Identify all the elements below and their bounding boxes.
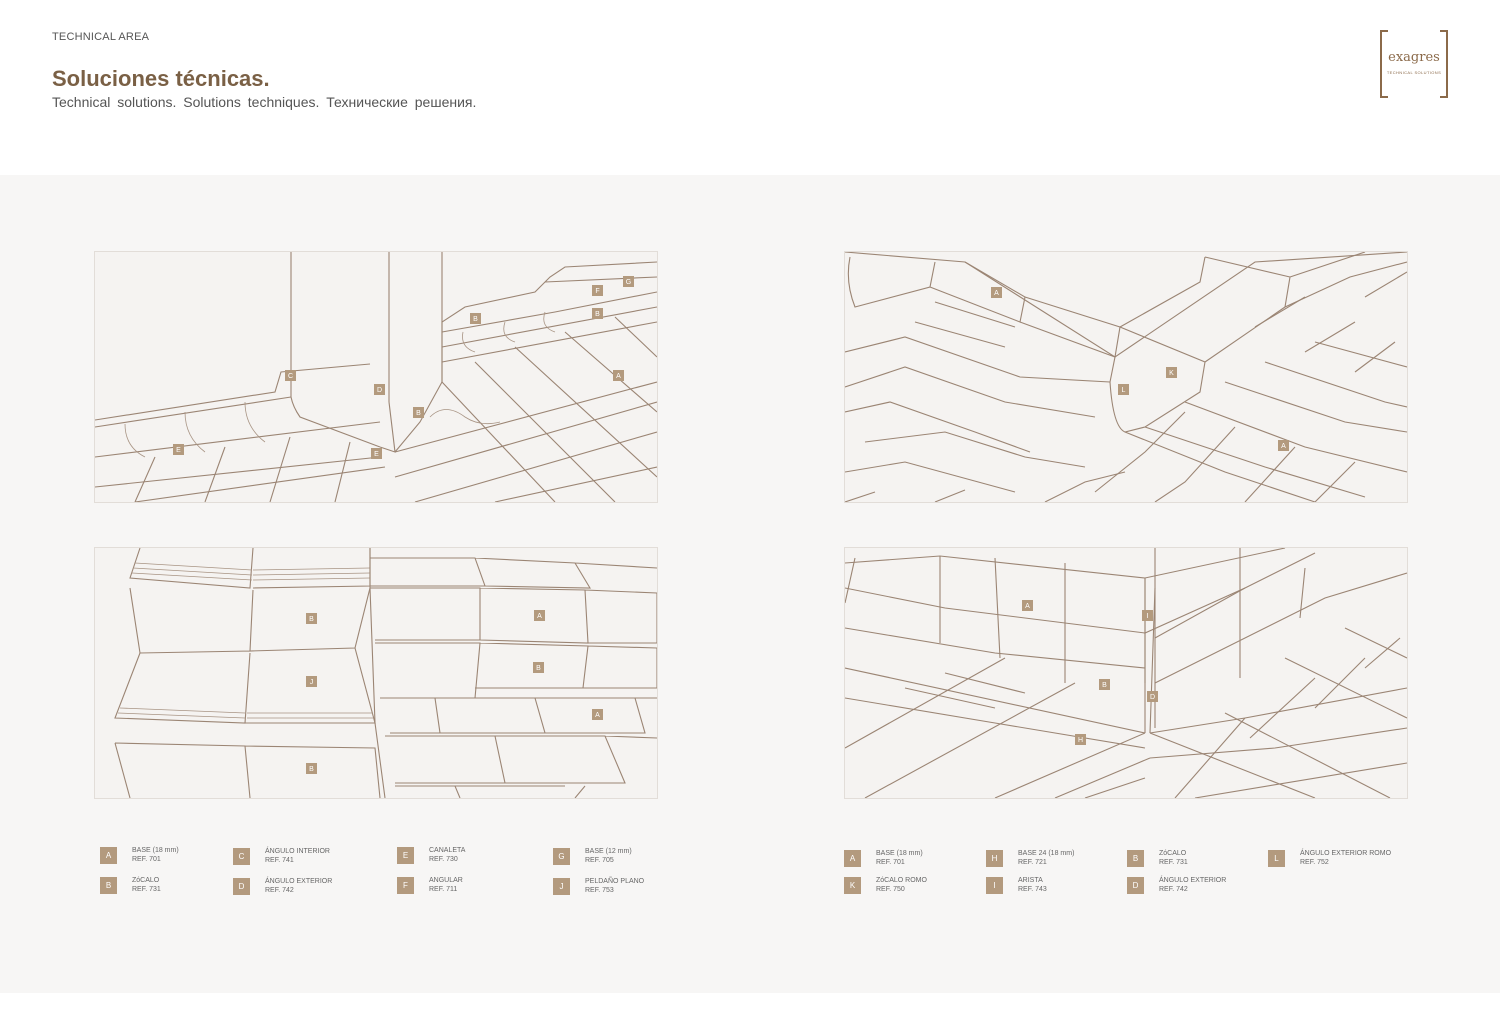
page-subtitle: Technical solutions. Solutions techniques. Технические решения. bbox=[52, 94, 477, 110]
legend-ref: REF. 753 bbox=[585, 887, 614, 894]
diagram-steps-drawing bbox=[95, 548, 657, 798]
tag-h-label: H bbox=[1077, 737, 1084, 744]
logo-wordmark: exagres bbox=[1388, 50, 1440, 65]
tag-a-label: A bbox=[1025, 603, 1030, 610]
legend-item bbox=[233, 848, 383, 868]
tag-b-1-label: B bbox=[473, 316, 478, 323]
tag-e-1-label: E bbox=[176, 447, 181, 454]
tag-j-label: J bbox=[309, 679, 314, 686]
legend-ref: REF. 731 bbox=[1159, 859, 1188, 866]
legend-code: J bbox=[553, 878, 570, 895]
legend-item bbox=[553, 878, 703, 898]
legend-item bbox=[397, 847, 547, 867]
legend-name: PELDAÑO PLANO bbox=[585, 878, 645, 885]
tag-b-1-label: B bbox=[309, 616, 314, 623]
tag-b-3-label: B bbox=[309, 766, 314, 773]
legend-code: D bbox=[233, 878, 250, 895]
legend-ref: REF. 750 bbox=[876, 886, 905, 893]
legend-item bbox=[100, 877, 250, 897]
diagram-rounded-corner bbox=[844, 251, 1408, 503]
legend-item bbox=[1127, 877, 1277, 897]
tag-e-2-label: E bbox=[374, 451, 379, 458]
legend-item bbox=[1268, 850, 1418, 870]
legend-code: F bbox=[397, 877, 414, 894]
legend-item bbox=[553, 848, 703, 868]
legend-ref: REF. 743 bbox=[1018, 886, 1047, 893]
legend-ref: REF. 741 bbox=[265, 857, 294, 864]
legend-name: ÁNGULO EXTERIOR ROMO bbox=[1300, 850, 1392, 857]
legend-ref: REF. 711 bbox=[429, 886, 458, 893]
page-title: Soluciones técnicas. bbox=[52, 66, 270, 91]
legend-name: CANALETA bbox=[429, 847, 466, 854]
legend-name: BASE 24 (18 mm) bbox=[1018, 850, 1075, 857]
legend-code: A bbox=[100, 847, 117, 864]
diagram-outer-corner bbox=[844, 547, 1408, 799]
diagram-steps bbox=[94, 547, 658, 799]
legend-ref: REF. 701 bbox=[132, 856, 161, 863]
legend-ref: REF. 730 bbox=[429, 856, 458, 863]
diagram-baseboard-corner-drawing bbox=[95, 252, 657, 502]
tag-a-1-label: A bbox=[994, 290, 999, 297]
legend-name: BASE (18 mm) bbox=[876, 850, 923, 857]
legend-code: C bbox=[233, 848, 250, 865]
tag-l-label: L bbox=[1121, 387, 1126, 394]
tag-a-label: A bbox=[616, 373, 621, 380]
legend-name: ÁNGULO EXTERIOR bbox=[265, 878, 333, 885]
legend-name: ZóCALO bbox=[1159, 850, 1187, 857]
tag-c-label: C bbox=[287, 373, 294, 380]
tag-f-label: F bbox=[595, 288, 600, 295]
tag-a-1-label: A bbox=[537, 613, 542, 620]
tag-d-label: D bbox=[376, 387, 383, 394]
legend-item bbox=[397, 877, 547, 897]
tag-b-2-label: B bbox=[595, 311, 600, 318]
tag-a-2-label: A bbox=[1281, 443, 1286, 450]
diagram-baseboard-corner bbox=[94, 251, 658, 503]
legend-item bbox=[844, 850, 994, 870]
legend-item bbox=[986, 877, 1136, 897]
legend-name: ANGULAR bbox=[429, 877, 463, 884]
legend-ref: REF. 742 bbox=[265, 887, 294, 894]
tag-a-2-label: A bbox=[595, 712, 600, 719]
legend-code: D bbox=[1127, 877, 1144, 894]
legend-name: ÁNGULO INTERIOR bbox=[265, 848, 330, 855]
legend-code: E bbox=[397, 847, 414, 864]
legend-name: BASE (12 mm) bbox=[585, 848, 632, 855]
diagram-rounded-corner-drawing bbox=[845, 252, 1407, 502]
legend-ref: REF. 752 bbox=[1300, 859, 1329, 866]
legend-item bbox=[986, 850, 1136, 870]
legend-code: H bbox=[986, 850, 1003, 867]
legend-name: ZóCALO bbox=[132, 877, 160, 884]
legend-code: L bbox=[1268, 850, 1285, 867]
tag-b-3-label: B bbox=[416, 410, 421, 417]
legend-name: BASE (18 mm) bbox=[132, 847, 179, 854]
legend-item bbox=[844, 877, 994, 897]
legend-item bbox=[233, 878, 383, 898]
legend-code: G bbox=[553, 848, 570, 865]
legend-code: B bbox=[1127, 850, 1144, 867]
legend-name: ZóCALO ROMO bbox=[876, 877, 927, 884]
tag-b-label: B bbox=[1102, 682, 1107, 689]
legend-code: K bbox=[844, 877, 861, 894]
legend-ref: REF. 721 bbox=[1018, 859, 1047, 866]
legend-item bbox=[100, 847, 250, 867]
legend-code: B bbox=[100, 877, 117, 894]
brand-logo bbox=[1380, 30, 1448, 98]
legend-code: I bbox=[986, 877, 1003, 894]
tag-k-label: K bbox=[1169, 370, 1174, 377]
legend-name: ARISTA bbox=[1018, 877, 1043, 884]
tag-i-label: I bbox=[1146, 613, 1149, 620]
diagram-outer-corner-drawing bbox=[845, 548, 1407, 798]
legend-ref: REF. 731 bbox=[132, 886, 161, 893]
tag-g-label: G bbox=[625, 279, 632, 286]
legend-ref: REF. 701 bbox=[876, 859, 905, 866]
tag-d-label: D bbox=[1149, 694, 1156, 701]
legend-ref: REF. 742 bbox=[1159, 886, 1188, 893]
tag-b-2-label: B bbox=[536, 665, 541, 672]
logo-tagline: TECHNICAL SOLUTIONS bbox=[1386, 70, 1442, 75]
section-label: TECHNICAL AREA bbox=[52, 31, 150, 43]
legend-name: ÁNGULO EXTERIOR bbox=[1159, 877, 1227, 884]
legend-item bbox=[1127, 850, 1277, 870]
legend-ref: REF. 705 bbox=[585, 857, 614, 864]
legend-code: A bbox=[844, 850, 861, 867]
